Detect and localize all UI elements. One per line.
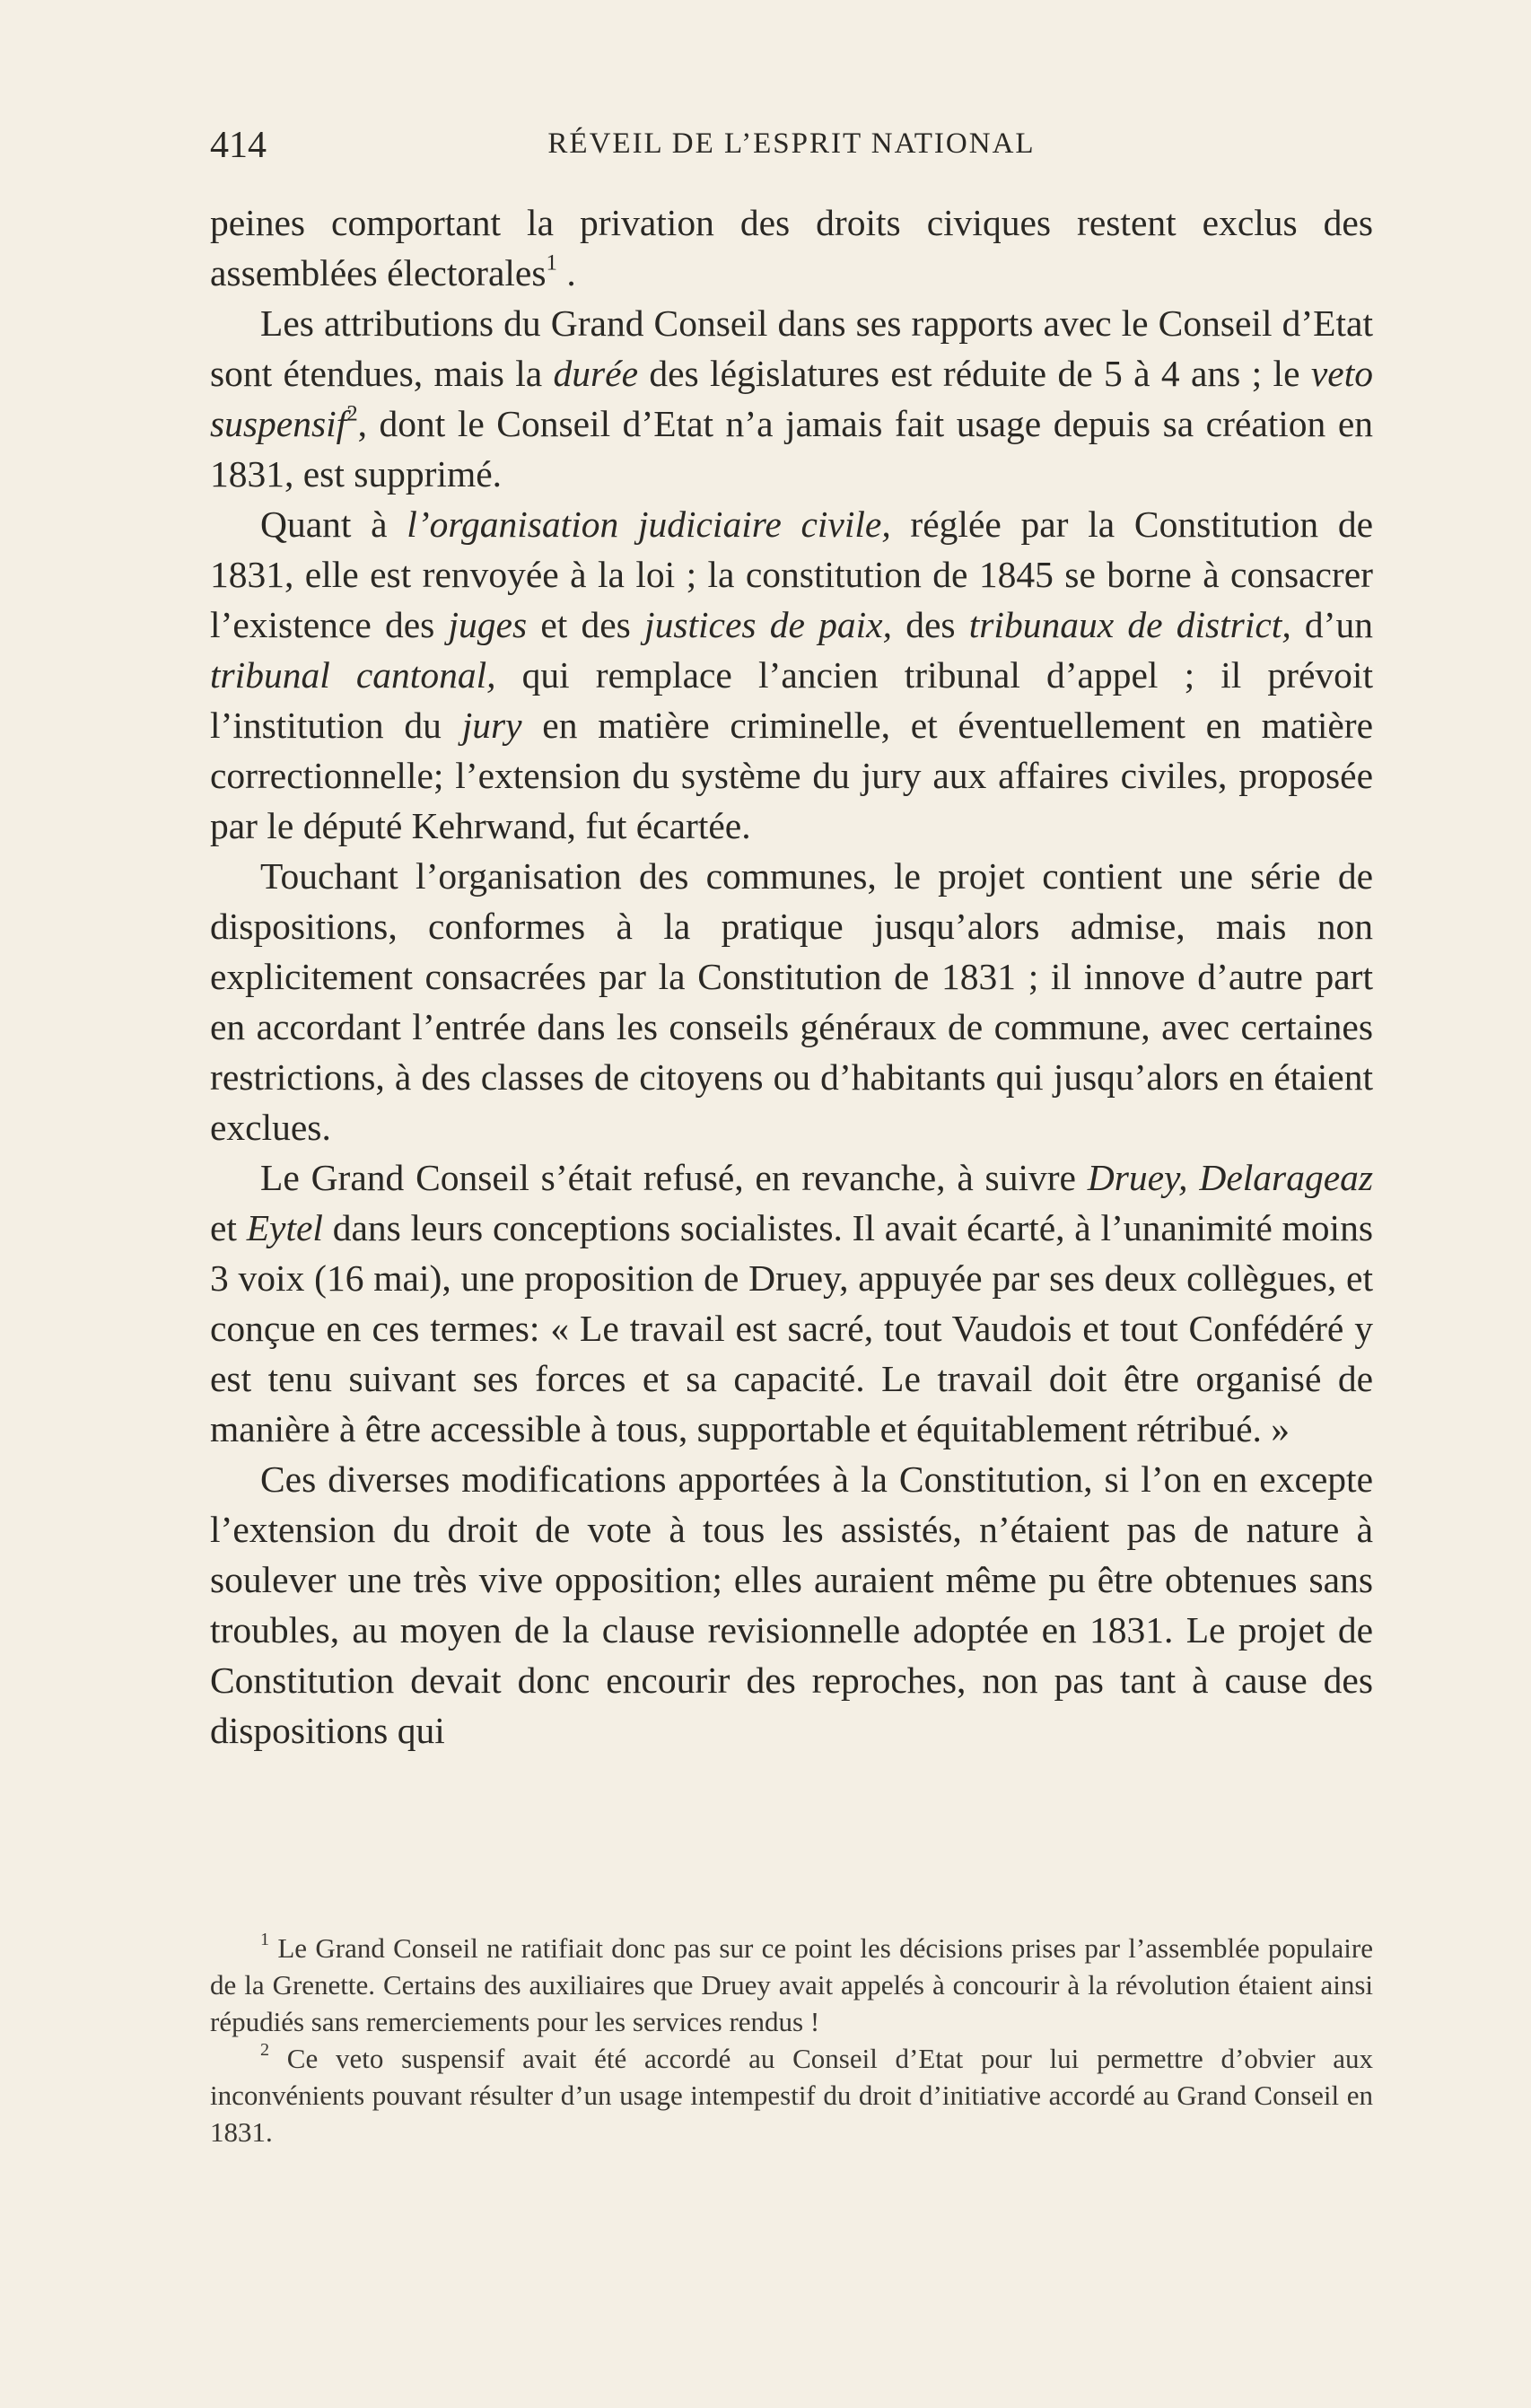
paragraph-3 — [210, 499, 1373, 851]
footnotes — [210, 1930, 1373, 2150]
text: et des — [527, 604, 645, 645]
italic-term: tribunal cantonal, — [210, 654, 496, 696]
page-number: 414 — [210, 125, 267, 166]
italic-name: Delarageaz — [1199, 1157, 1374, 1198]
text: . — [556, 252, 576, 293]
italic-name: Druey, — [1087, 1157, 1188, 1198]
text: , dont le Conseil d’Etat n’a jamais fait usage depuis sa création en 1831, est supprimé. — [210, 403, 1373, 495]
italic-term: jury — [461, 705, 522, 746]
running-title: RÉVEIL DE L’ESPRIT NATIONAL — [547, 127, 1036, 160]
text: Le Grand Conseil s’était refusé, en revanche, à suivre — [260, 1157, 1088, 1198]
footnote-text: Le Grand Conseil ne ratifiait donc pas sur ce point les décisions prises par l’assemblée populaire de la Grenette. Certains des auxiliaires que Druey avait appelés à concourir à la révolution étaient ainsi répudiés sans remerciements pour les services rendus ! — [210, 1932, 1373, 2037]
footnote-ref-2: 2 — [346, 401, 358, 426]
text: des — [891, 604, 969, 645]
text: Quant à — [260, 503, 407, 545]
italic-term: veto suspensif — [210, 353, 1373, 444]
footnote-mark: 1 — [260, 1929, 270, 1949]
italic-term: l’organisation judiciaire civile, — [407, 503, 891, 545]
text: dans leurs conceptions socialistes. Il avait écarté, à l’unanimité moins 3 voix (16 mai), une proposition de Druey, appuyée par ses deux collègues, et conçue en ces termes: « Le travail est sacré, tout Vaudois et tout Confédéré y est tenu suivant ses forces et sa capacité. Le travail doit être organisé de manière à être accessible à tous, supportable et équitablement rétribué. » — [210, 1207, 1373, 1449]
footnote-1 — [210, 1930, 1373, 2040]
footnote-2 — [210, 2040, 1373, 2150]
italic-term: durée — [553, 353, 639, 394]
footnote-ref-1: 1 — [546, 250, 557, 276]
italic-name: Eytel — [246, 1207, 323, 1248]
body-text — [210, 197, 1373, 1756]
text: réglée par la Constitution de 1831, elle est renvoyée à la loi ; la constitution de 1845 se borne à consacrer l’existence des — [210, 503, 1374, 645]
italic-term: juges — [448, 604, 528, 645]
text: des législatures est réduite de 5 à 4 ans ; le — [638, 353, 1311, 394]
italic-term: justices de paix, — [644, 604, 892, 645]
paragraph-4: Touchant l’organisation des communes, le projet contient une série de dispositions, conformes à la pratique jusqu’alors admise, mais non explicitement consacrées par la Constitution de 1831 ; il innove d’autre part en accordant l’entrée dans les conseils généraux de commune, avec certaines restrictions, à des classes de citoyens ou d’habitants qui jusqu’alors en étaient exclues. — [210, 855, 1373, 1148]
italic-term: tribunaux de district, — [968, 604, 1291, 645]
text: Les attributions du Grand Conseil dans ses rapports avec le Conseil d’Etat sont étendues, mais la — [210, 302, 1373, 394]
footnote-text: Ce veto suspensif avait été accordé au Conseil d’Etat pour lui permettre d’obvier aux inconvénients pouvant résulter d’un usage intempestif du droit d’initiative accordé au Grand Conseil en 1831. — [210, 2043, 1373, 2148]
text: peines comportant la privation des droits civiques restent exclus des assemblées électorales — [210, 202, 1373, 293]
paragraph-2 — [210, 298, 1373, 499]
text: d’un — [1290, 604, 1373, 645]
paragraph-1 — [210, 197, 1373, 298]
paragraph-6: Ces diverses modifications apportées à la Constitution, si l’on en excepte l’extension du droit de vote à tous les assistés, n’étaient pas de nature à soulever une très vive opposition; elles auraient même pu être obtenues sans troubles, au moyen de la clause revisionnelle adoptée en 1831. Le projet de Constitution devait donc encourir des reproches, non pas tant à cause des dispositions qui — [210, 1458, 1373, 1751]
footnote-mark: 2 — [260, 2039, 270, 2060]
page-header — [210, 124, 1373, 178]
paragraph-5 — [210, 1152, 1373, 1454]
text: qui remplace l’ancien tribunal d’appel ; il prévoit l’institution du — [210, 654, 1373, 746]
text: et — [210, 1207, 247, 1248]
text: en matière criminelle, et éventuellement en matière correctionnelle; l’extension du système du jury aux affaires civiles, proposée par le député Kehrwand, fut écartée. — [210, 705, 1374, 846]
